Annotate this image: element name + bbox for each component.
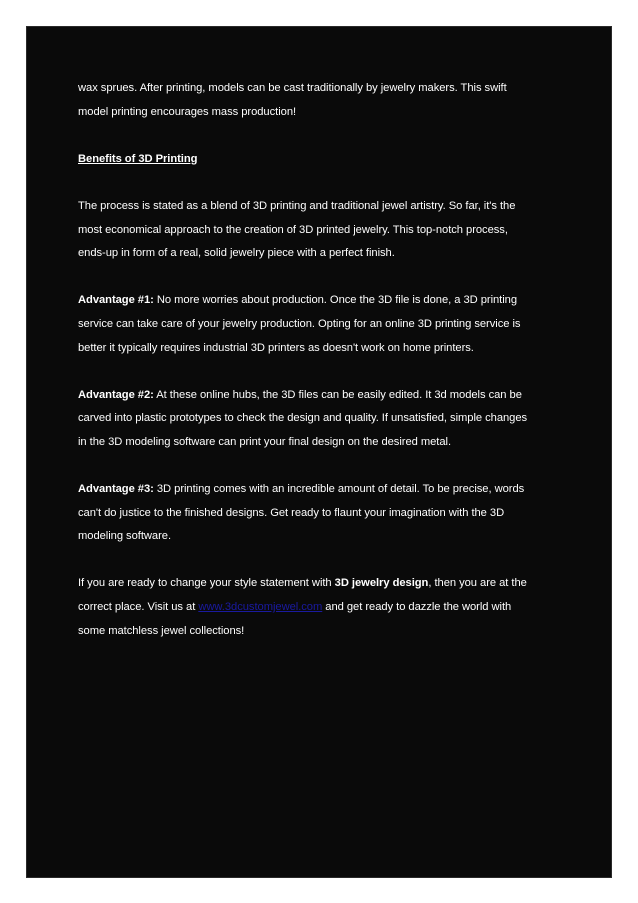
paragraph-gap xyxy=(78,549,568,573)
closing-line-2 xyxy=(78,596,568,620)
paragraph-gap xyxy=(78,266,568,290)
advantage-1-line-1 xyxy=(78,289,568,313)
advantage-3-line-3: modeling software. xyxy=(78,530,171,543)
paragraph-gap xyxy=(78,124,568,148)
advantage-3-line-1 xyxy=(78,478,568,502)
paragraph-gap xyxy=(78,360,568,384)
paragraph-gap xyxy=(78,455,568,479)
closing-line-2-end: and get ready to dazzle the world with xyxy=(322,601,512,614)
closing-line-1 xyxy=(78,572,568,596)
paragraph-gap xyxy=(78,171,568,195)
process-line-1: The process is stated as a blend of 3D printing and traditional jewel artistry. So far, it's the xyxy=(78,199,516,212)
advantage-2-line-2: carved into plastic prototypes to check the design and quality. If unsatisfied, simple changes xyxy=(78,412,528,425)
process-line-3: ends-up in form of a real, solid jewelry piece with a perfect finish. xyxy=(78,247,395,260)
advantage-3-line-2: can't do justice to the finished designs. Get ready to flaunt your imagination with the 3D xyxy=(78,506,505,519)
advantage-2-line-1 xyxy=(78,384,568,408)
intro-line-1: wax sprues. After printing, models can be cast traditionally by jewelry makers. This swift xyxy=(78,82,507,94)
section-heading: Benefits of 3D Printing xyxy=(78,152,198,165)
closing-bold-phrase: 3D jewelry design xyxy=(334,577,429,590)
advantage-3-label: Advantage #3: xyxy=(78,483,154,496)
advantage-3-text: 3D printing comes with an incredible amount of detail. To be precise, words xyxy=(153,483,525,496)
closing-text-end: , then you are at the xyxy=(428,577,527,590)
closing-line-2-start: correct place. Visit us at xyxy=(78,601,199,614)
advantage-2-line-3: in the 3D modeling software can print your final design on the desired metal. xyxy=(78,435,452,448)
intro-line-2: model printing encourages mass production! xyxy=(78,105,297,118)
document-body xyxy=(78,77,568,643)
advantage-1-line-3: better it typically requires industrial 3D printers as doesn't work on home printers. xyxy=(78,341,474,354)
document-page xyxy=(26,26,612,878)
website-link[interactable]: www.3dcustomjewel.com xyxy=(198,601,323,614)
process-line-2: most economical approach to the creation of 3D printed jewelry. This top-notch process, xyxy=(78,223,508,236)
advantage-2-text: At these online hubs, the 3D files can be easily edited. It 3d models can be xyxy=(153,388,522,401)
advantage-2-label: Advantage #2: xyxy=(78,388,154,401)
advantage-1-label: Advantage #1: xyxy=(78,294,154,307)
closing-line-3: some matchless jewel collections! xyxy=(78,624,245,637)
advantage-1-line-2: service can take care of your jewelry production. Opting for an online 3D printing service is xyxy=(78,317,521,330)
advantage-1-text: No more worries about production. Once the 3D file is done, a 3D printing xyxy=(153,294,518,307)
closing-text-start: If you are ready to change your style statement with xyxy=(78,577,335,590)
